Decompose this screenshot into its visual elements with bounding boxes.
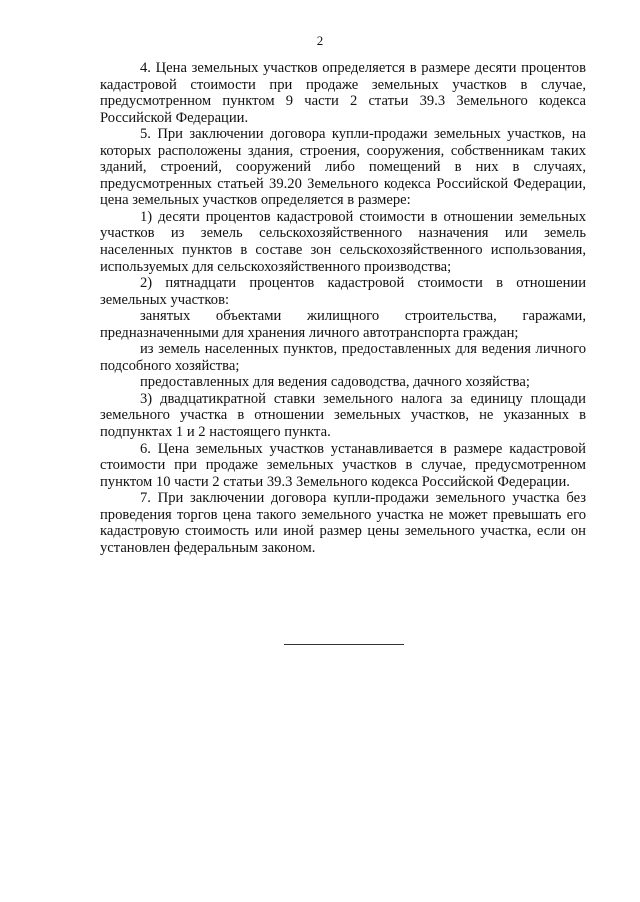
page-number: 2 (316, 33, 324, 48)
document-body (100, 60, 586, 556)
end-of-document-rule (284, 644, 404, 645)
subparagraph-5-3: 3) двадцатикратной ставки земельного налога за единицу площади земельного участка в отношении земельных участков, не указанных в подпунктах 1 и 2 настоящего пункта. (100, 390, 586, 441)
subparagraph-5-2-item-gardening: предоставленных для ведения садоводства, дачного хозяйства; (140, 374, 530, 391)
paragraph-7: 7. При заключении договора купли-продажи земельного участка без проведения торгов цена такого земельного участка не может превышать его кадастровую стоимость или иной размер цены земельного участка, если он установлен федеральным законом. (100, 490, 586, 556)
paragraph-6: 6. Цена земельных участков устанавливается в размере кадастровой стоимости при продаже земельных участков в случае, предусмотренном пунктом 10 части 2 статьи 39.3 Земельного кодекса Российской Федерации. (100, 440, 586, 490)
subparagraph-5-2-item-settlement: из земель населенных пунктов, предоставленных для ведения личного подсобного хозяйства; (100, 341, 586, 374)
subparagraph-5-2: 2) пятнадцати процентов кадастровой стоимости в отношении земельных участков: (100, 275, 586, 308)
subparagraph-5-1: 1) десяти процентов кадастровой стоимости в отношении земельных участков из земель сельскохозяйственного назначения или земель населенных пунктов в составе зон сельскохозяйственного использования, используемых для сельскохозяйственного производства; (100, 208, 586, 275)
paragraph-5: 5. При заключении договора купли-продажи земельных участков, на которых расположены здания, строения, сооружения, собственникам таких зданий, строений, сооружений либо помещений в них в случаях, предусмотренных статьей 39.20 Земельного кодекса Российской Федерации, цена земельных участков определяется в размере: (100, 126, 586, 209)
paragraph-4: 4. Цена земельных участков определяется в размере десяти процентов кадастровой стоимости при продаже земельных участков в случае, предусмотренном пунктом 9 части 2 статьи 39.3 Земельного кодекса Российской Федерации. (100, 60, 586, 126)
subparagraph-5-2-item-housing: занятых объектами жилищного строительства, гаражами, предназначенными для хранения личного автотранспорта граждан; (100, 308, 586, 341)
